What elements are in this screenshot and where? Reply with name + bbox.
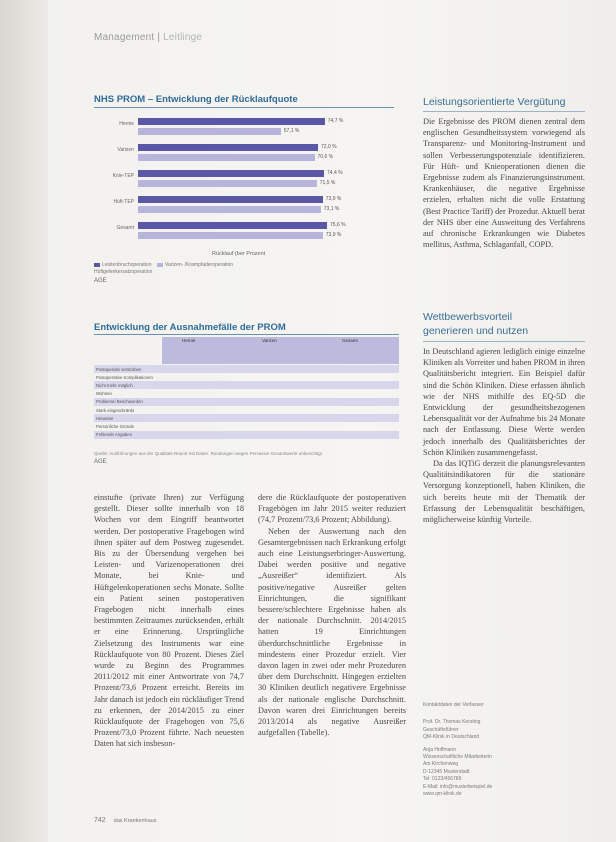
bar-category-label: Knie-TEP xyxy=(112,173,134,179)
table-row xyxy=(94,406,399,414)
folio-page: 742 xyxy=(94,817,106,824)
bar-group xyxy=(94,118,394,134)
author-role-2: Wissenschaftliche Mitarbeiterin xyxy=(423,754,492,761)
table-row-label: Nicht mehr möglich xyxy=(96,382,133,388)
body-column-middle xyxy=(258,492,406,738)
body-mid-paragraph-1: dere die Rücklaufquote der postoperativen Fragebögen im Jahr 2015 weiter reduziert (74,7 Prozent/73,6 Prozent; Abbildung). xyxy=(258,493,406,525)
sidebar-paragraph-3: Da das IQTiG derzeit die planungsrelevanten Qualitätsindikatoren für die stationäre Versorgung konzeptionell, haben Kliniken, die sich bereits heute mit der Thematik der Erfassung der Lebensqualität beschäftigen, möglicherweise künftig Vorteile. xyxy=(423,459,585,525)
author-address-1: Am Kirchenweg xyxy=(423,761,459,768)
table-row-label: Stark eingeschränkt xyxy=(96,407,134,413)
legend-label-b: Varizen- /Krampfaderoperation xyxy=(165,262,234,268)
bar xyxy=(138,144,318,151)
table-row-label: Persönliche Gründe xyxy=(96,423,134,429)
bar-category-label: Varizen xyxy=(117,147,134,153)
bar-value-label: 75,6 % xyxy=(330,222,346,228)
figure1-bar-chart xyxy=(94,118,394,250)
bar xyxy=(138,196,323,203)
table-group-1: Hernie xyxy=(182,338,196,343)
bar-group xyxy=(94,222,394,238)
bar-category-label: Hüft-TEP xyxy=(113,199,134,205)
table-row xyxy=(94,381,399,389)
bar xyxy=(138,170,324,177)
bar-category-label: Gesamt xyxy=(116,225,134,231)
running-head: Management | Leitlinge xyxy=(94,32,203,43)
table-row xyxy=(94,414,399,422)
table-row xyxy=(94,373,399,381)
table-row xyxy=(94,431,399,439)
author-phone: Tel: 0123/456789 xyxy=(423,776,462,783)
running-head-section: Management xyxy=(94,32,155,43)
table-row-label: Fehlende Angaben xyxy=(96,432,133,438)
bar xyxy=(138,206,321,213)
figure1-legend xyxy=(94,262,233,285)
bar xyxy=(138,118,325,125)
author-box xyxy=(423,702,492,798)
author-intro: Kontaktdaten der Verfasser xyxy=(423,702,484,708)
bar-value-label: 72,0 % xyxy=(321,144,337,150)
bar-value-label: 70,6 % xyxy=(317,154,334,160)
table-row xyxy=(94,390,399,398)
table-row xyxy=(94,422,399,430)
figure2-source: AGE xyxy=(94,459,107,465)
author-web: www.qm-klinik.de xyxy=(423,791,462,798)
table-group-2: Varizen xyxy=(262,338,277,343)
figure1-title: NHS PROM – Entwicklung der Rücklaufquote xyxy=(94,94,298,105)
figure1-rule xyxy=(94,107,394,108)
author-org: QM-Klinik in Deutschland xyxy=(423,734,480,741)
table-group-3: Gesamt xyxy=(342,338,358,343)
bar-value-label: 73,1 % xyxy=(323,206,340,212)
body-column-left xyxy=(94,492,244,750)
figure2-title: Entwicklung der Ausnahmefälle der PROM xyxy=(94,322,286,333)
author-name: Prof. Dr. Thomas Kersting xyxy=(423,719,481,726)
sidebar-rule-2 xyxy=(423,341,585,342)
figure2-table xyxy=(94,337,399,447)
table-header xyxy=(162,337,399,364)
author-name-2: Anja Hoffmann xyxy=(423,746,456,753)
sidebar-paragraph-1: Die Ergebnisse des PROM dienen zentral dem englischen Gesundheitssystem vorwiegend als Transparenz- und Monitoring-Instrument und sollen Verbesserungspotenziale identifizieren. Für Hüft- und Knieoperationen dienen die Ergebnisse zudem als Finanzierungsinstrument. Krankenhäuser, die negative Ergebnisse erzielen, erhalten nicht die volle Erstattung (Best Practice Tariff) der Prozedur. Aktuell berat der NHS über eine Ausweitung des Verfahrens auf chronische Erkrankungen wie Diabetes mellitus, Asthma, Schlaganfall, COPD. xyxy=(423,117,585,250)
table-row-label: Postoperative Komplikationen xyxy=(96,374,153,380)
bar-value-label: 74,4 % xyxy=(327,170,343,176)
body-mid-paragraph-2: Neben der Auswertung nach den Gesamtergebnissen nach Erkrankung erfolgt auch eine Leistungserbringer-Auswertung. Dabei werden positive und negative „Ausreißer“ identifiziert. Als positive/negative Ausreißer gelten Einrichtungen, die signifikant bessere/schlechtere Ergebnisse haben als der nationale Durchschnitt. 2014/2015 hatten 19 Einrichtungen überdurchschnittliche Ergebnisse in mindestens einer Prozedur erzielt. Vier davon lagen in zwei oder mehr Prozeduren über dem Durchschnitt. Hingegen erzielten 30 Kliniken deutlich negativere Ergebnisse als der nationale englische Durchschnitt. Davon waren drei Einrichtungen bereits 2013/2014 als negative Ausreißer aufgefallen (Tabelle). xyxy=(258,526,406,738)
sidebar-heading-1: Leistungsorientierte Vergütung xyxy=(423,96,566,108)
bar-value-label: 57,1 % xyxy=(283,128,300,134)
bar xyxy=(138,232,323,239)
legend-swatch-b xyxy=(157,263,163,267)
sidebar-heading-2-line2: generieren und nutzen xyxy=(423,325,529,337)
sidebar-text-1 xyxy=(423,116,585,250)
bar-value-label: 74,7 % xyxy=(327,118,344,124)
bar-value-label: 71,5 % xyxy=(319,180,336,186)
author-role: Geschäftsführer xyxy=(423,726,459,733)
folio-journal: das Krankenhaus xyxy=(113,818,157,824)
bar-group xyxy=(94,196,394,212)
table-row-label: Hinweise xyxy=(96,415,114,421)
sidebar-text-2 xyxy=(423,346,585,525)
sidebar-rule-1 xyxy=(423,111,585,112)
figure2-rule xyxy=(94,334,399,335)
figure2-note xyxy=(94,451,394,465)
legend-swatch-a xyxy=(94,263,100,267)
author-address-2: D-12345 Musterstadt xyxy=(423,768,470,775)
bar-value-label: 73,9 % xyxy=(325,232,342,238)
table-row xyxy=(94,398,399,406)
page-binding-shadow xyxy=(0,0,48,842)
figure1-source: AGE xyxy=(94,278,107,284)
bar xyxy=(138,180,317,187)
legend-label-c: Hüftgelenkersatzoperation xyxy=(94,269,153,275)
bar xyxy=(138,154,315,161)
legend-label-a: Leistenbruchoperation xyxy=(102,262,152,268)
sidebar-heading-2-line1: Wettbewerbsvorteil xyxy=(423,311,513,323)
bar-group xyxy=(94,144,394,160)
figure2-note-text: Quelle: Ausführungen aus der Qualitäts-Report mit Daten. Rundungen wegen Pervasive Gesamtwerte unberichtigt xyxy=(94,451,322,456)
body-left-paragraph: einstufte (private Ihren) zur Verfügung gestellt. Dieser sollte innerhalb von 18 Wochen vor dem Eingriff beantwortet werden. Der postoperative Fragebogen wird ihnen später auf dem Postweg zugesendet. Bis zu der Übersendung vergehen bei Leisten- und Varizenoperationen drei Monate, bei Knie- und Hüftgelenkoperationen sechs Monate. Sollte ein Patient seinen postoperativen Fragebogen nicht innerhalb eines bestimmten Zeitraumes zurücksenden, erhält er eine Erinnerung. Ursprüngliche Zielsetzung des Instruments war eine Rücklaufquote von 80 Prozent. Dieses Ziel wurde zu Beginn des Programmes 2011/2012 mit einer Antwortrate von 74,7 Prozent/73,6 Prozent erreicht. Bereits im Jahr danach ist jedoch ein rückläufiger Trend zu erkennen, der 2014/2015 zu einer Rücklaufquote der Fragebogen von 75,6 Prozent/73,0 Prozent führte. Nach neuesten Daten hat sich insbeson- xyxy=(94,493,244,749)
folio xyxy=(94,817,156,824)
running-head-subsection: Leitlinge xyxy=(163,32,203,43)
bar xyxy=(138,222,327,229)
bar-category-label: Hernie xyxy=(119,121,134,127)
sidebar-heading-2 xyxy=(423,310,528,338)
table-row-label: Wohnen xyxy=(96,391,112,397)
author-email: E-Mail: info@musterbeispiel.de xyxy=(423,783,493,790)
table-row xyxy=(94,365,399,373)
table-row-label: Probleme/ Beschwerden xyxy=(96,399,143,405)
bar-group xyxy=(94,170,394,186)
bar-value-label: 73,9 % xyxy=(325,196,342,202)
bar xyxy=(138,128,281,135)
table-row-label: Postoperativ verstorben xyxy=(96,366,142,372)
figure1-axis-caption: Rücklauf (ber Prozent xyxy=(212,251,266,257)
sidebar-paragraph-2: In Deutschland agieren lediglich einige einzelne Kliniken als Vorreiter und haben PROM in ihren Qualitätsbericht integriert. Ein Beispiel dafür sind die Schön Kliniken. Diese erfassen ähnlich wie der NHS mithilfe des EQ-5D die Entwicklung der gesundheitsbezogenen Lebensqualität vor der Aufnahme bis 24 Monate nach der Entlassung. Diese Werte werden jedoch innerhalb des Qualitätsberichtes der Schön Kliniken zusammengefasst. xyxy=(423,347,585,457)
